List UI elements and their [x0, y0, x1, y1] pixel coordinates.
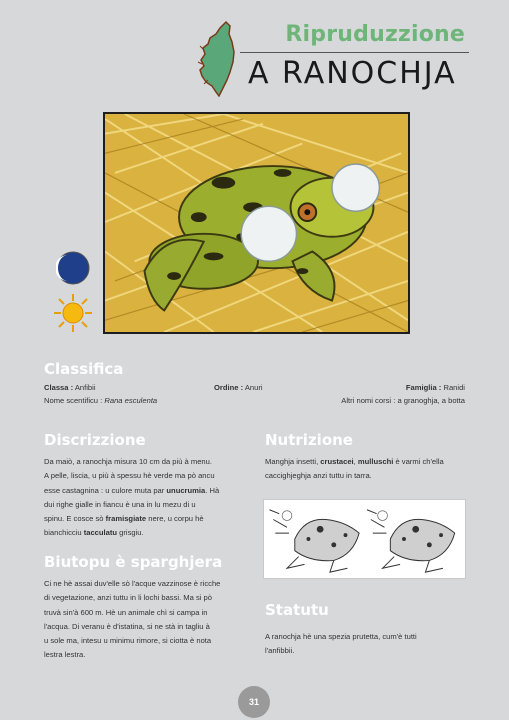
discrizzione-heading: Discrizzione: [44, 431, 146, 449]
famiglia-row: [406, 381, 465, 394]
ordine-row: [214, 381, 263, 394]
nome-value: Rana esculenta: [104, 396, 158, 405]
nome-scentificu-row: [44, 394, 157, 407]
biutopu-text: Ci ne hè assai duv'elle sò l'acque vazzinose è ricche di vegetazione, anzi tuttu in li lochi bassi. Ma si pò truvà sin'à 600 m. Hè un animale chì si campa in l'acqua. Di veranu è d'istatina, si ne stà in tagliu à u sole ma, intesu u minimu rimore, si ciotta è nota lestra lestra.: [44, 579, 221, 660]
nome-label: Nome scentificu :: [44, 396, 103, 405]
frog-illustration: [103, 112, 410, 334]
sun-day-icon: [53, 293, 93, 333]
corsica-map-icon: [196, 20, 240, 100]
statutu-text: A ranochja hè una spezia prutetta, cum'è tutti l'anfibbii.: [265, 632, 417, 656]
page-title: A RANOCHJA: [248, 56, 457, 91]
famiglia-label: Famiglia :: [405, 383, 442, 392]
moon-night-icon: [56, 251, 90, 285]
ordine-label: Ordine :: [214, 383, 244, 392]
classifica-heading: Classifica: [44, 360, 124, 378]
altri-value: a granoghja, a botta: [397, 396, 465, 405]
biutopu-heading: Biutopu è sparghjera: [44, 553, 223, 571]
altri-label: Altri nomi corsi :: [341, 396, 396, 405]
famiglia-value: Ranidi: [443, 383, 465, 392]
header-divider: [240, 52, 469, 53]
croaking-frogs-illustration: [263, 499, 466, 579]
nutrizione-heading: Nutrizione: [265, 431, 353, 449]
nutrizione-text: Manghja insetti, crustacei, mulluschi è varmi ch'ella caccighjeghja anzi tuttu in tarra.: [265, 457, 444, 481]
classa-label: Classa :: [44, 383, 74, 392]
ordine-value: Anuri: [244, 383, 263, 392]
page-number: 31: [238, 686, 270, 718]
discrizzione-text: Da maiò, a ranochja misura 10 cm da più à menu. A pelle, liscia, u più à spessu hè verde ma pò ancu esse castagnina : u culore muta par unucrumia. Hà dui righe gialle in fiancu è una in lu mezu di u spinu. E cosce sò framisgiate nere, u corpu hè bianchicciu tacculatu grisgiu.: [44, 457, 220, 538]
classa-row: [44, 381, 96, 394]
altri-nomi-row: [341, 394, 465, 407]
classa-value: Anfibii: [74, 383, 96, 392]
statutu-heading: Statutu: [265, 601, 329, 619]
page-category: Ripruduzzione: [285, 22, 465, 47]
